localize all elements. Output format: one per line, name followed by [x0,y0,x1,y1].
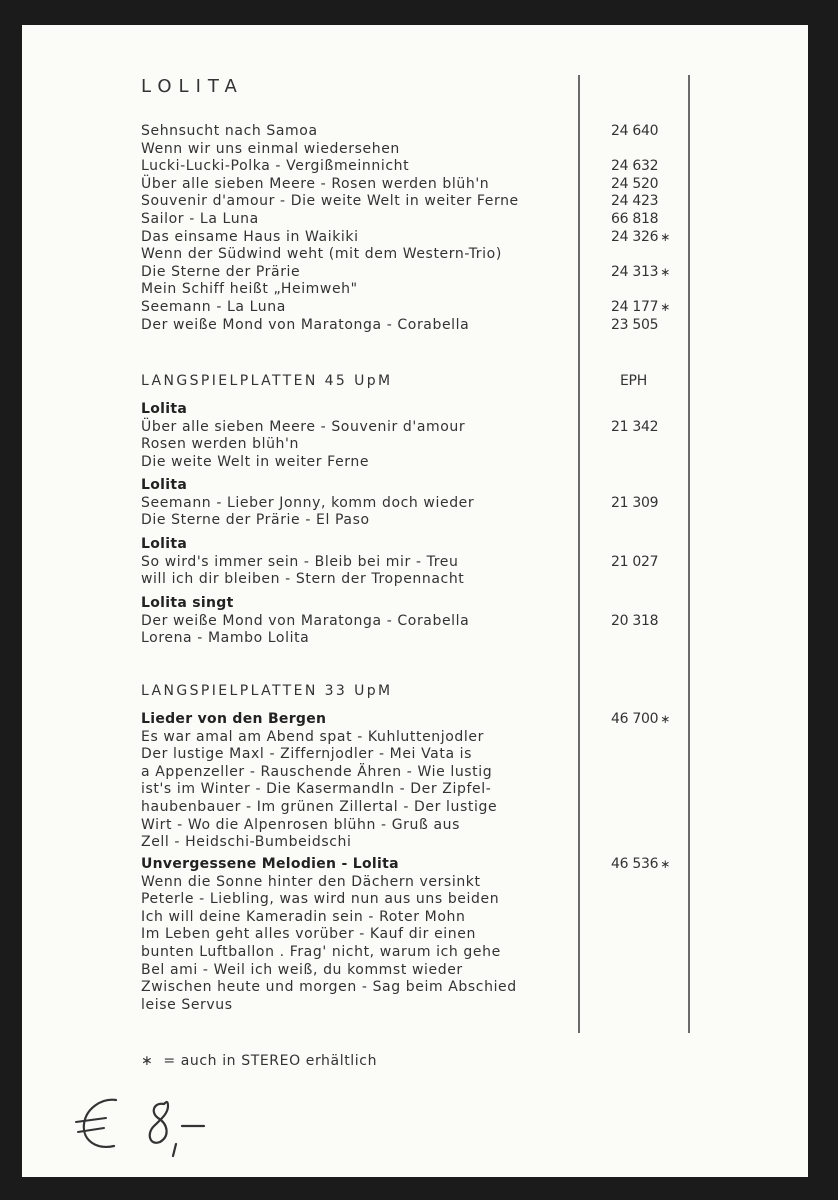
ep-title: Lolita [141,536,188,552]
catalog-number [611,855,691,873]
single-title: Die Sterne der Prärie [141,263,301,280]
artist-title: LOLITA [141,76,244,97]
price-handwriting [72,1090,222,1170]
single-title: Der weiße Mond von Maratonga - Corabella [141,316,470,333]
lp-track-line: Bel ami - Weil ich weiß, du kommst wieder [141,961,463,978]
handwritten-price [72,1090,222,1170]
catalog-number [611,228,691,246]
catalog-number [611,710,691,728]
catalog-number-text: 20 318 [611,612,659,629]
catalog-number-text: 24 640 [611,123,659,139]
lp-track-line: leise Servus [141,996,233,1013]
catalog-number-text: 66 818 [611,211,659,227]
lp-track-line: ist's im Winter - Die Kasermandln - Der Zipfel- [141,781,492,798]
catalog-number-text: 24 632 [611,158,659,175]
lp-track-line: bunten Luftballon . Frag' nicht, warum ich gehe [141,944,501,960]
catalog-number [611,418,691,436]
catalog-number-text: 46 536 [611,856,659,872]
ep-title: Lolita [141,477,188,493]
single-title: Mein Schiff heißt „Heimweh" [141,281,358,298]
catalog-number [611,122,691,140]
single-title: Seemann - La Luna [141,299,286,315]
single-title: Souvenir d'amour - Die weite Welt in weiter Ferne [141,193,519,210]
stereo-star-icon: ∗ [660,857,670,871]
ep-track-line: Über alle sieben Meere - Souvenir d'amour [141,418,466,435]
single-title: Sehnsucht nach Samoa [141,123,318,139]
catalog-number [611,175,691,193]
stereo-star-icon: ∗ [660,300,670,314]
ep-track-line: Lorena - Mambo Lolita [141,630,310,647]
catalog-number-text: 21 309 [611,494,659,511]
ep-track-line: So wird's immer sein - Bleib bei mir - Treu [141,553,459,570]
lp-track-line: Im Leben geht alles vorüber - Kauf dir einen [141,926,476,943]
stereo-star-icon: ∗ [660,264,670,279]
ep-title: Lolita singt [141,595,234,611]
lp-track-line: a Appenzeller - Rauschende Ähren - Wie lustig [141,763,493,780]
column-divider-left [578,75,580,1033]
lp-track-line: Es war amal am Abend spat - Kuhluttenjodler [141,728,484,745]
catalog-number-text: 23 505 [611,316,659,333]
catalog-number-text: 24 313 [611,263,659,280]
stereo-footnote [141,1052,377,1070]
stereo-star-icon: ∗ [660,712,670,726]
section-45-column-label: EPH [620,373,647,389]
catalog-number [611,263,691,281]
catalog-number [611,553,691,571]
single-title: Lucki-Lucki-Polka - Vergißmeinnicht [141,158,410,175]
stereo-star-icon: ∗ [660,229,670,244]
catalog-number-text: 46 700 [611,711,659,727]
single-title: Wenn wir uns einmal wiedersehen [141,140,400,157]
lp-track-line: Wenn die Sonne hinter den Dächern versinkt [141,873,481,890]
lp-track-line: Der lustige Maxl - Ziffernjodler - Mei Vata is [141,746,473,763]
catalog-number [611,316,691,334]
catalog-number-text: 24 423 [611,193,659,210]
lp-title: Unvergessene Melodien - Lolita [141,856,399,872]
catalog-number [611,192,691,210]
catalog-number [611,494,691,512]
catalog-number [611,210,691,228]
ep-track-line: Die Sterne der Prärie - El Paso [141,512,370,529]
lp-track-line: haubenbauer - Im grünen Zillertal - Der lustige [141,799,498,815]
lp-track-line: Peterle - Liebling, was wird nun aus uns beiden [141,891,500,908]
footnote-text: = auch in STEREO erhältlich [163,1053,378,1069]
ep-track-line: Die weite Welt in weiter Ferne [141,453,370,470]
lp-title: Lieder von den Bergen [141,711,327,727]
catalog-number-text: 21 027 [611,553,659,570]
single-title: Sailor - La Luna [141,211,259,227]
catalog-number-text: 24 326 [611,228,659,245]
ep-track-line: Der weiße Mond von Maratonga - Corabella [141,612,470,629]
catalog-number [611,612,691,630]
catalog-number [611,157,691,175]
lp-track-line: Wirt - Wo die Alpenrosen blühn - Gruß aus [141,816,461,833]
single-title: Wenn der Südwind weht (mit dem Western-Trio) [141,246,502,263]
catalog-number-text: 21 342 [611,418,659,435]
lp-track-line: Zell - Heidschi-Bumbeidschi [141,834,352,851]
ep-track-line: will ich dir bleiben - Stern der Tropennacht [141,571,465,588]
lp-track-line: Ich will deine Kameradin sein - Roter Mohn [141,908,466,925]
footnote-star: ∗ [141,1053,154,1069]
section-33-heading: LANGSPIELPLATTEN 33 UpM [141,683,393,699]
catalog-number [611,298,691,316]
ep-title: Lolita [141,401,188,417]
single-title: Über alle sieben Meere - Rosen werden blüh'n [141,175,490,192]
catalog-number-text: 24 520 [611,175,659,192]
section-45-heading: LANGSPIELPLATTEN 45 UpM [141,373,393,389]
catalog-number-text: 24 177 [611,299,659,315]
lp-track-line: Zwischen heute und morgen - Sag beim Abschied [141,979,517,996]
ep-track-line: Rosen werden blüh'n [141,436,299,453]
single-title: Das einsame Haus in Waikiki [141,228,359,245]
ep-track-line: Seemann - Lieber Jonny, komm doch wieder [141,494,475,511]
